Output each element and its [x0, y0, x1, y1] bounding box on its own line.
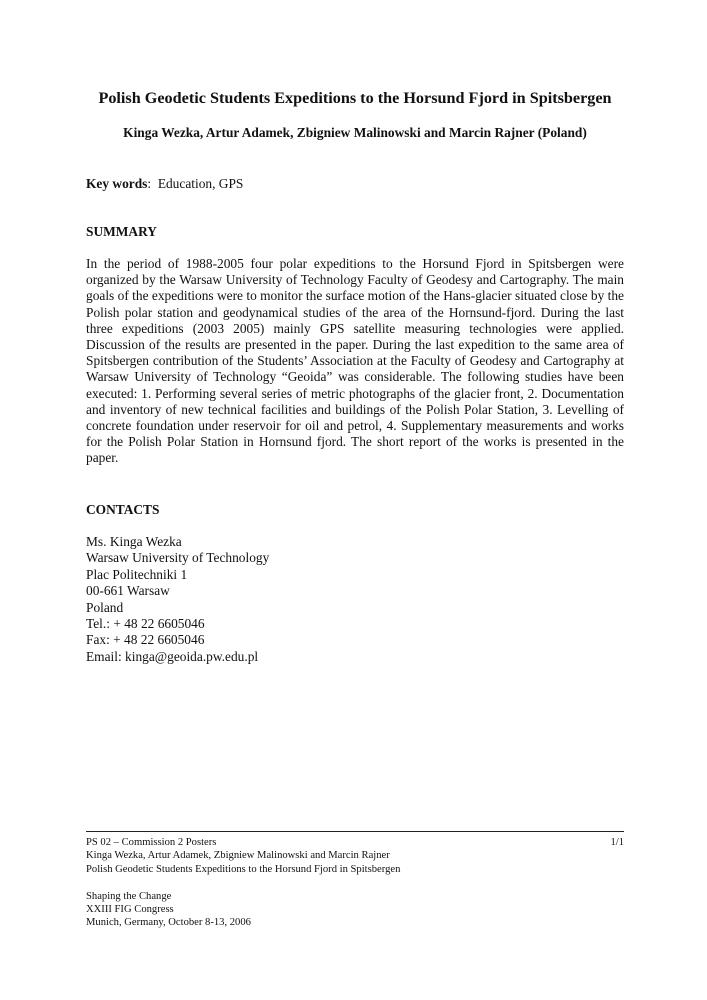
footer-conference-name: XXIII FIG Congress — [86, 904, 174, 916]
footer-conference-theme: Shaping the Change — [86, 890, 172, 902]
contact-institution: Warsaw University of Technology — [86, 550, 270, 566]
page-footer — [86, 836, 624, 930]
paper-title: Polish Geodetic Students Expeditions to the Horsund Fjord in Spitsbergen — [98, 89, 612, 107]
footer-page-number: 1/1 — [610, 837, 624, 848]
footer-top-row — [86, 836, 624, 849]
footer-divider — [86, 831, 624, 832]
keywords-separator: : — [147, 176, 152, 191]
contacts-heading: CONTACTS — [86, 502, 160, 517]
summary-paragraph: In the period of 1988-2005 four polar expeditions to the Horsund Fjord in Spitsbergen were organized by the Warsaw University of Technology Faculty of Geodesy and Cartography. The main goals of the expeditions were to monitor the surface motion of the Hans-glacier situated close by the Polish polar station and geodynamical studies of the area of the Hornsund-fjord. During the last three expeditions (2003 2005) mainly GPS satellite measuring technologies were applied. Discussion of the results are presented in the paper. During the last expedition to the same area of Spitsbergen contribution of the Students’ Association at the Faculty of Geodesy and Cartography at Warsaw University of Technology “Geoida” was considerable. The following studies have been executed: 1. Performing several series of metric photographs of the glacier front, 2. Documentation and inventory of new technical facilities and buildings of the Polish Polar Station, 3. Levelling of concrete foundation under reservoir for oil and petrol, 4. Supplementary measurements and works for the Polish Polar Station in Hornsund fjord. The short report of the works is presented in the paper. — [86, 256, 624, 466]
contact-phone: Tel.: + 48 22 6605046 — [86, 616, 205, 632]
footer-conference-place-date: Munich, Germany, October 8-13, 2006 — [86, 917, 251, 929]
footer-authors: Kinga Wezka, Artur Adamek, Zbigniew Malinowski and Marcin Rajner — [86, 850, 390, 862]
keywords-value: Education, GPS — [157, 176, 244, 191]
keywords-line — [86, 175, 243, 192]
footer-session: PS 02 – Commission 2 Posters — [86, 837, 217, 848]
contact-street: Plac Politechniki 1 — [86, 566, 188, 582]
contact-email: Email: kinga@geoida.pw.edu.pl — [86, 648, 259, 664]
summary-heading: SUMMARY — [86, 224, 157, 239]
paper-page — [86, 0, 624, 1000]
contact-block — [86, 534, 624, 665]
contact-fax: Fax: + 48 22 6605046 — [86, 632, 205, 648]
footer-title: Polish Geodetic Students Expeditions to the Horsund Fjord in Spitsbergen — [86, 863, 401, 875]
contact-city: 00-661 Warsaw — [86, 583, 170, 599]
paper-authors: Kinga Wezka, Artur Adamek, Zbigniew Malinowski and Marcin Rajner (Poland) — [123, 125, 587, 140]
contact-country: Poland — [86, 599, 124, 615]
contact-name: Ms. Kinga Wezka — [86, 534, 182, 549]
footer-spacer — [86, 876, 624, 889]
keywords-label: Key words — [86, 176, 148, 191]
